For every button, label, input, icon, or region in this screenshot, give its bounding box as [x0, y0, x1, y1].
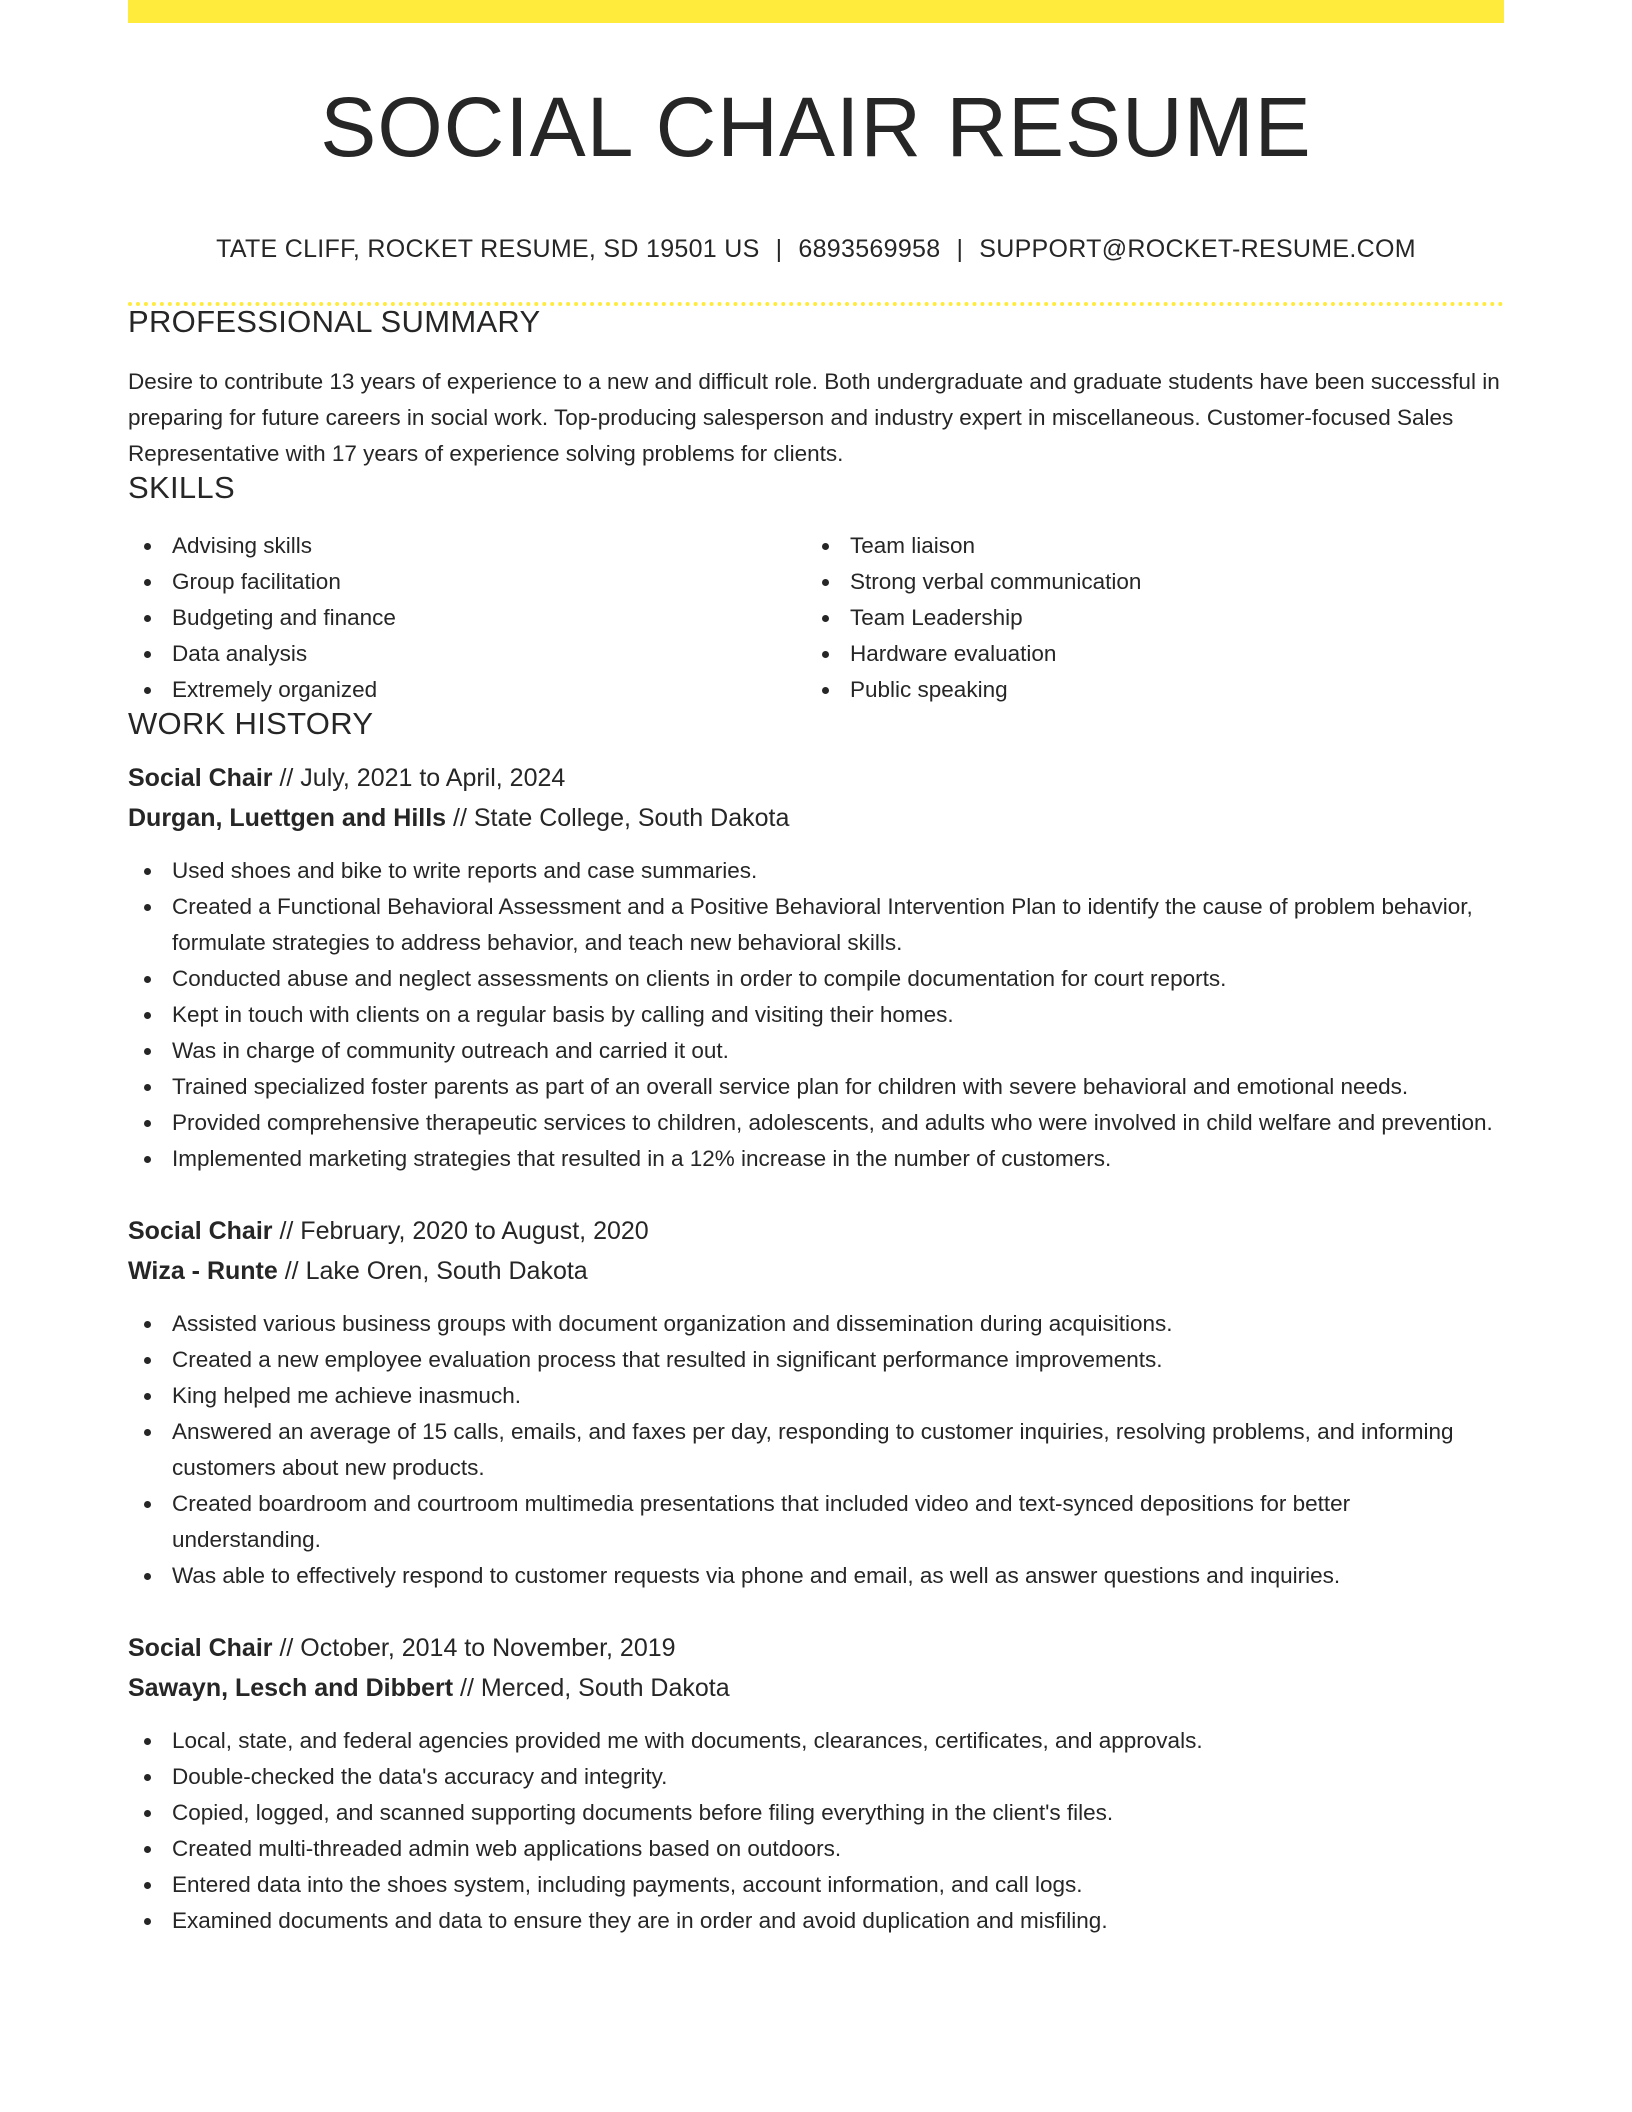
job-bullets — [128, 853, 1504, 1177]
job-bullet: Was able to effectively respond to customer requests via phone and email, as well as answer questions and inquiries. — [128, 1558, 1504, 1594]
skill-item: Public speaking — [806, 672, 1484, 708]
job-bullets — [128, 1723, 1504, 1939]
job-bullet: Copied, logged, and scanned supporting documents before filing everything in the client's files. — [128, 1795, 1504, 1831]
job-bullet: Examined documents and data to ensure they are in order and avoid duplication and misfiling. — [128, 1903, 1504, 1939]
job-title-line — [128, 758, 1504, 798]
skills-heading: SKILLS — [128, 470, 235, 505]
job-bullet: Entered data into the shoes system, including payments, account information, and call logs. — [128, 1867, 1504, 1903]
job-entry — [128, 758, 1504, 1177]
job-bullet: Provided comprehensive therapeutic services to children, adolescents, and adults who were involved in child welfare and prevention. — [128, 1105, 1504, 1141]
summary-text: Desire to contribute 13 years of experience to a new and difficult role. Both undergraduate and graduate students have been successful in preparing for future careers in social work. Top-producing salesperson and industry expert in miscellaneous. Customer-focused Sales Representative with 17 years of experience solving problems for clients. — [128, 369, 1500, 466]
job-location: State College, South Dakota — [473, 804, 790, 832]
skill-item: Strong verbal communication — [806, 564, 1484, 600]
skill-item: Team Leadership — [806, 600, 1484, 636]
job-company-line — [128, 798, 1504, 838]
skill-item: Group facilitation — [128, 564, 806, 600]
job-company: Durgan, Luettgen and Hills — [128, 804, 447, 832]
job-title: Social Chair — [128, 764, 273, 792]
job-dates: February, 2020 to August, 2020 — [300, 1217, 649, 1245]
job-divider: // — [453, 1674, 481, 1702]
skill-item: Hardware evaluation — [806, 636, 1484, 672]
job-divider: // — [272, 764, 301, 792]
contact-line — [128, 237, 1504, 262]
job-bullet: Conducted abuse and neglect assessments on clients in order to compile documentation for court reports. — [128, 961, 1504, 997]
contact-separator: | — [775, 235, 783, 263]
job-bullet: Created multi-threaded admin web applications based on outdoors. — [128, 1831, 1504, 1867]
contact-address: TATE CLIFF, ROCKET RESUME, SD 19501 US — [216, 235, 760, 263]
summary-heading: PROFESSIONAL SUMMARY — [128, 304, 541, 339]
skill-item: Advising skills — [128, 528, 806, 564]
job-title-line — [128, 1628, 1504, 1668]
resume-page — [128, 0, 1504, 1939]
skill-item: Data analysis — [128, 636, 806, 672]
job-bullet: Assisted various business groups with document organization and dissemination during acquisitions. — [128, 1306, 1504, 1342]
work-history-heading: WORK HISTORY — [128, 706, 374, 741]
contact-email: SUPPORT@ROCKET-RESUME.COM — [979, 235, 1416, 263]
job-bullet: Created boardroom and courtroom multimedia presentations that included video and text-synced depositions for better understanding. — [128, 1486, 1504, 1558]
job-entry — [128, 1211, 1504, 1594]
skills-list-right — [806, 528, 1484, 708]
job-company-line — [128, 1668, 1504, 1708]
job-company: Sawayn, Lesch and Dibbert — [128, 1674, 454, 1702]
job-title: Social Chair — [128, 1634, 273, 1662]
skill-item: Extremely organized — [128, 672, 806, 708]
job-bullet: Created a Functional Behavioral Assessment and a Positive Behavioral Intervention Plan to identify the cause of problem behavior, formulate strategies to address behavior, and teach new behavioral skills. — [128, 889, 1504, 961]
job-dates: October, 2014 to November, 2019 — [300, 1634, 676, 1662]
job-bullet: Created a new employee evaluation process that resulted in significant performance improvements. — [128, 1342, 1504, 1378]
job-company: Wiza - Runte — [128, 1257, 278, 1285]
skills-columns — [128, 528, 1504, 708]
job-entry — [128, 1628, 1504, 1939]
job-bullet: Used shoes and bike to write reports and case summaries. — [128, 853, 1504, 889]
job-bullet: Trained specialized foster parents as part of an overall service plan for children with severe behavioral and emotional needs. — [128, 1069, 1504, 1105]
job-divider: // — [277, 1257, 306, 1285]
job-bullet: Answered an average of 15 calls, emails, and faxes per day, responding to customer inquiries, resolving problems, and informing customers about new products. — [128, 1414, 1504, 1486]
job-divider: // — [446, 804, 474, 832]
job-bullet: King helped me achieve inasmuch. — [128, 1378, 1504, 1414]
resume-title: SOCIAL CHAIR RESUME — [320, 80, 1312, 174]
skill-item: Team liaison — [806, 528, 1484, 564]
job-title: Social Chair — [128, 1217, 273, 1245]
job-divider: // — [272, 1217, 301, 1245]
job-company-line — [128, 1251, 1504, 1291]
job-bullet: Was in charge of community outreach and carried it out. — [128, 1033, 1504, 1069]
job-bullet: Local, state, and federal agencies provided me with documents, clearances, certificates, and approvals. — [128, 1723, 1504, 1759]
contact-phone: 6893569958 — [798, 235, 941, 263]
job-location: Lake Oren, South Dakota — [305, 1257, 588, 1285]
job-bullet: Double-checked the data's accuracy and integrity. — [128, 1759, 1504, 1795]
job-title-line — [128, 1211, 1504, 1251]
job-bullet: Implemented marketing strategies that resulted in a 12% increase in the number of customers. — [128, 1141, 1504, 1177]
job-bullets — [128, 1306, 1504, 1594]
skill-item: Budgeting and finance — [128, 600, 806, 636]
job-bullet: Kept in touch with clients on a regular basis by calling and visiting their homes. — [128, 997, 1504, 1033]
job-dates: July, 2021 to April, 2024 — [300, 764, 566, 792]
skills-list-left — [128, 528, 806, 708]
accent-bar — [128, 0, 1504, 23]
contact-separator: | — [956, 235, 964, 263]
job-location: Merced, South Dakota — [480, 1674, 730, 1702]
job-divider: // — [272, 1634, 301, 1662]
